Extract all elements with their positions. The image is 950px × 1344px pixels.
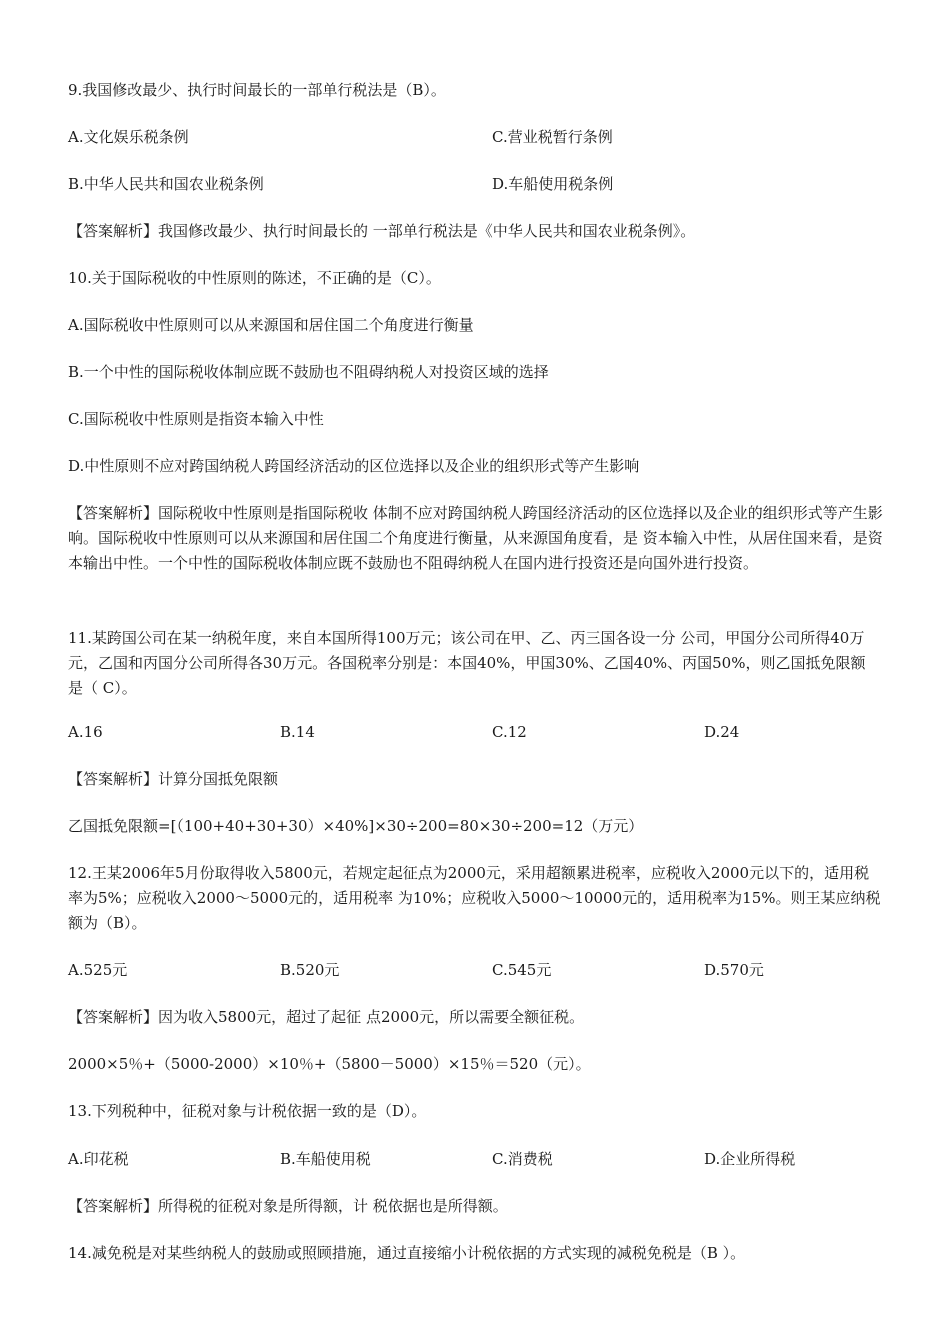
q11-option-c: C.12 — [492, 723, 527, 741]
question-9: 9.我国修改最少、执行时间最长的一部单行税法是（B）。 — [68, 81, 446, 99]
q12-analysis: 【答案解析】因为收入5800元，超过了起征 点2000元，所以需要全额征税。 — [68, 1008, 585, 1026]
q9-option-a: A.文化娱乐税条例 — [68, 128, 189, 146]
q10-option-a: A.国际税收中性原则可以从来源国和居住国二个角度进行衡量 — [68, 316, 474, 334]
q11-formula: 乙国抵免限额=[（100+40+30+30）×40%]×30÷200=80×30÷200=12（万元） — [68, 817, 644, 835]
q10-option-b: B.一个中性的国际税收体制应既不鼓励也不阻碍纳税人对投资区域的选择 — [68, 363, 549, 381]
q12-option-b: B.520元 — [280, 961, 340, 979]
q9-option-c: C.营业税暂行条例 — [492, 128, 613, 146]
question-11: 11.某跨国公司在某一纳税年度，来自本国所得100万元；该公司在甲、乙、丙三国各设一分 公司，甲国分公司所得40万元，乙国和丙国分公司所得各30万元。各国税率分别是：本国40%，甲国30%、乙国40%、丙国50%，则乙国抵免限额 是（ C）。 — [68, 629, 866, 697]
question-12: 12.王某2006年5月份取得收入5800元，若规定起征点为2000元，采用超额累进税率，应税收入2000元以下的，适用税率为5%；应税收入2000～5000元的，适用税率 为10%；应税收入5000～10000元的，适用税率为15%。则王某应纳税额为（B）。 — [68, 864, 881, 932]
q13-option-c: C.消费税 — [492, 1150, 553, 1168]
q13-option-a: A.印花税 — [68, 1150, 129, 1168]
q12-formula: 2000×5％+（5000-2000）×10％+（5800－5000）×15％＝520（元）。 — [68, 1055, 591, 1073]
question-10: 10.关于国际税收的中性原则的陈述，不正确的是（C）。 — [68, 269, 441, 287]
q10-analysis: 【答案解析】国际税收中性原则是指国际税收 体制不应对跨国纳税人跨国经济活动的区位选择以及企业的组织形式等产生影响。国际税收中性原则可以从来源国和居住国二个角度进行衡量，从来源国角度看，是 资本输入中性，从居住国来看，是资本输出中性。一个中性的国际税收体制应既不鼓励也不阻碍纳税人在国内进行投资还是向国外进行投资。 — [68, 504, 883, 572]
q10-option-c: C.国际税收中性原则是指资本输入中性 — [68, 410, 324, 428]
q11-option-a: A.16 — [68, 723, 103, 741]
q9-option-d: D.车船使用税条例 — [492, 175, 614, 193]
q11-analysis: 【答案解析】计算分国抵免限额 — [68, 770, 279, 788]
q11-option-d: D.24 — [704, 723, 740, 741]
q12-option-d: D.570元 — [704, 961, 764, 979]
q12-option-a: A.525元 — [68, 961, 128, 979]
q12-option-c: C.545元 — [492, 961, 552, 979]
q13-analysis: 【答案解析】所得税的征税对象是所得额，计 税依据也是所得额。 — [68, 1197, 508, 1215]
q11-option-b: B.14 — [280, 723, 315, 741]
q9-analysis: 【答案解析】我国修改最少、执行时间最长的 一部单行税法是《中华人民共和国农业税条例》。 — [68, 222, 696, 240]
q13-option-b: B.车船使用税 — [280, 1150, 371, 1168]
q10-option-d: D.中性原则不应对跨国纳税人跨国经济活动的区位选择以及企业的组织形式等产生影响 — [68, 457, 640, 475]
q9-option-b: B.中华人民共和国农业税条例 — [68, 175, 264, 193]
question-14: 14.减免税是对某些纳税人的鼓励或照顾措施，通过直接缩小计税依据的方式实现的减税免税是（B ）。 — [68, 1244, 746, 1262]
question-13: 13.下列税种中，征税对象与计税依据一致的是（D）。 — [68, 1102, 427, 1120]
q13-option-d: D.企业所得税 — [704, 1150, 796, 1168]
